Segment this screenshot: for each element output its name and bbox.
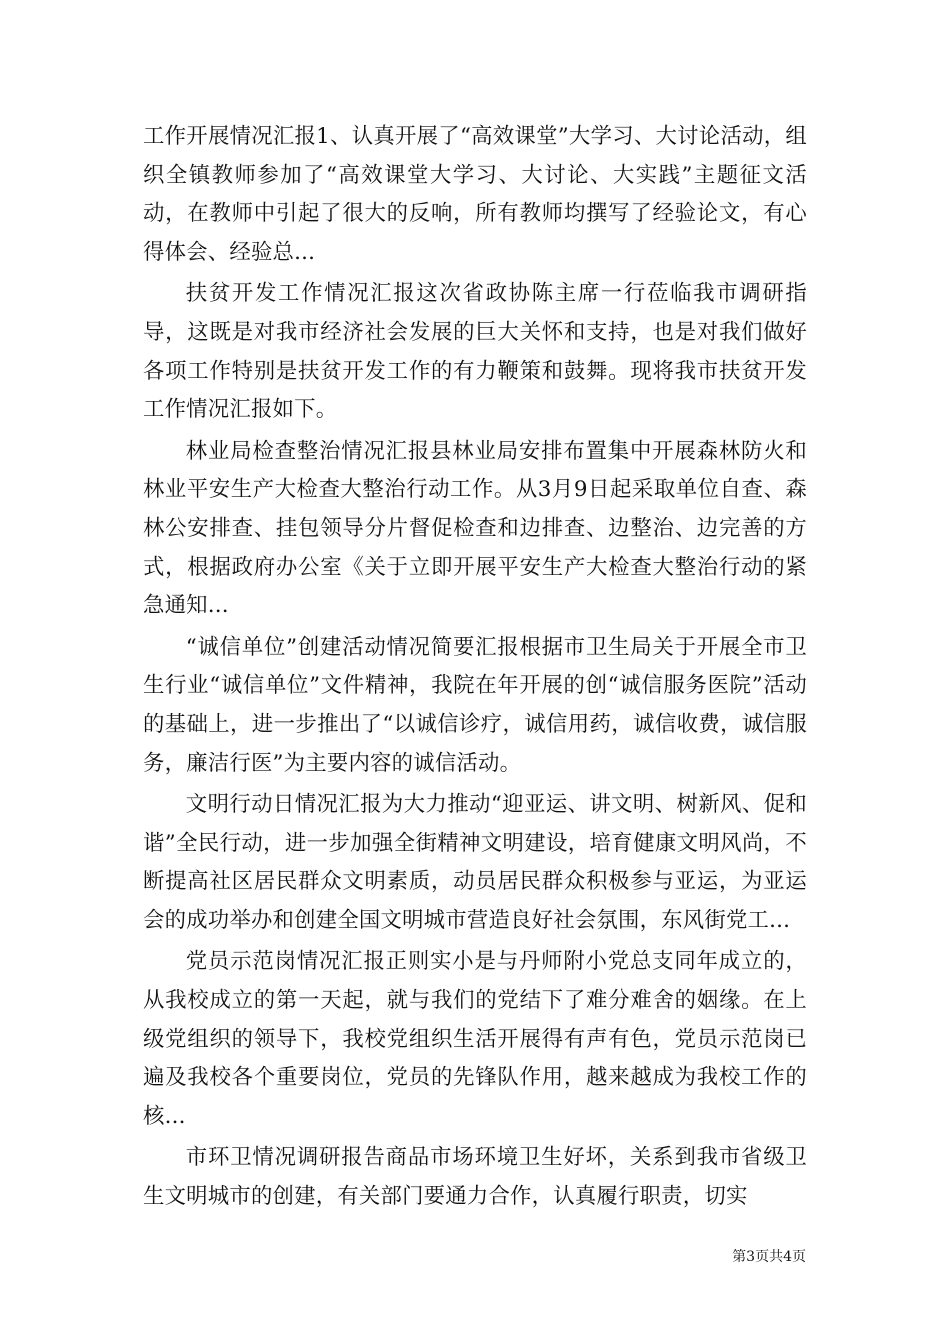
paragraph-2: 扶贫开发工作情况汇报这次省政协陈主席一行莅临我市调研指导，这既是对我市经济社会发展的巨大关怀和支持，也是对我们做好各项工作特别是扶贫开发工作的有力鞭策和鼓舞。现将我市扶贫开发工作情况汇报如下。	[143, 281, 807, 423]
page-number: 第3页共4页	[732, 1249, 806, 1265]
paragraph-3: 林业局检查整治情况汇报县林业局安排布置集中开展森林防火和林业平安生产大检查大整治行动工作。从3月9日起采取单位自查、森林公安排查、挂包领导分片督促检查和边排查、边整治、边完善的方式，根据政府办公室《关于立即开展平安生产大检查大整治行动的紧急通知...	[143, 438, 807, 619]
paragraph-5: 文明行动日情况汇报为大力推动“迎亚运、讲文明、树新风、促和谐”全民行动，进一步加强全街精神文明建设，培育健康文明风尚，不断提高社区居民群众文明素质，动员居民群众积极参与亚运，为亚运会的成功举办和创建全国文明城市营造良好社会氛围，东风街党工...	[143, 792, 807, 933]
paragraph-6: 党员示范岗情况汇报正则实小是与丹师附小党总支同年成立的，从我校成立的第一天起，就与我们的党结下了难分难舍的姻缘。在上级党组织的领导下，我校党组织生活开展得有声有色，党员示范岗已遍及我校各个重要岗位，党员的先锋队作用，越来越成为我校工作的核...	[143, 949, 807, 1129]
paragraph-7: 市环卫情况调研报告商品市场环境卫生好坏，关系到我市省级卫生文明城市的创建，有关部门要通力合作，认真履行职责，切实	[143, 1145, 807, 1210]
document-body	[143, 118, 807, 1220]
paragraph-1: 工作开展情况汇报1、认真开展了“高效课堂”大学习、大讨论活动，组织全镇教师参加了“高效课堂大学习、大讨论、大实践”主题征文活动，在教师中引起了很大的反响，所有教师均撰写了经验论文，有心得体会、经验总...	[143, 124, 807, 265]
paragraph-4: “诚信单位”创建活动情况简要汇报根据市卫生局关于开展全市卫生行业“诚信单位”文件精神，我院在年开展的创“诚信服务医院”活动的基础上，进一步推出了“以诚信诊疗，诚信用药，诚信收费，诚信服务，廉洁行医”为主要内容的诚信活动。	[143, 634, 807, 776]
